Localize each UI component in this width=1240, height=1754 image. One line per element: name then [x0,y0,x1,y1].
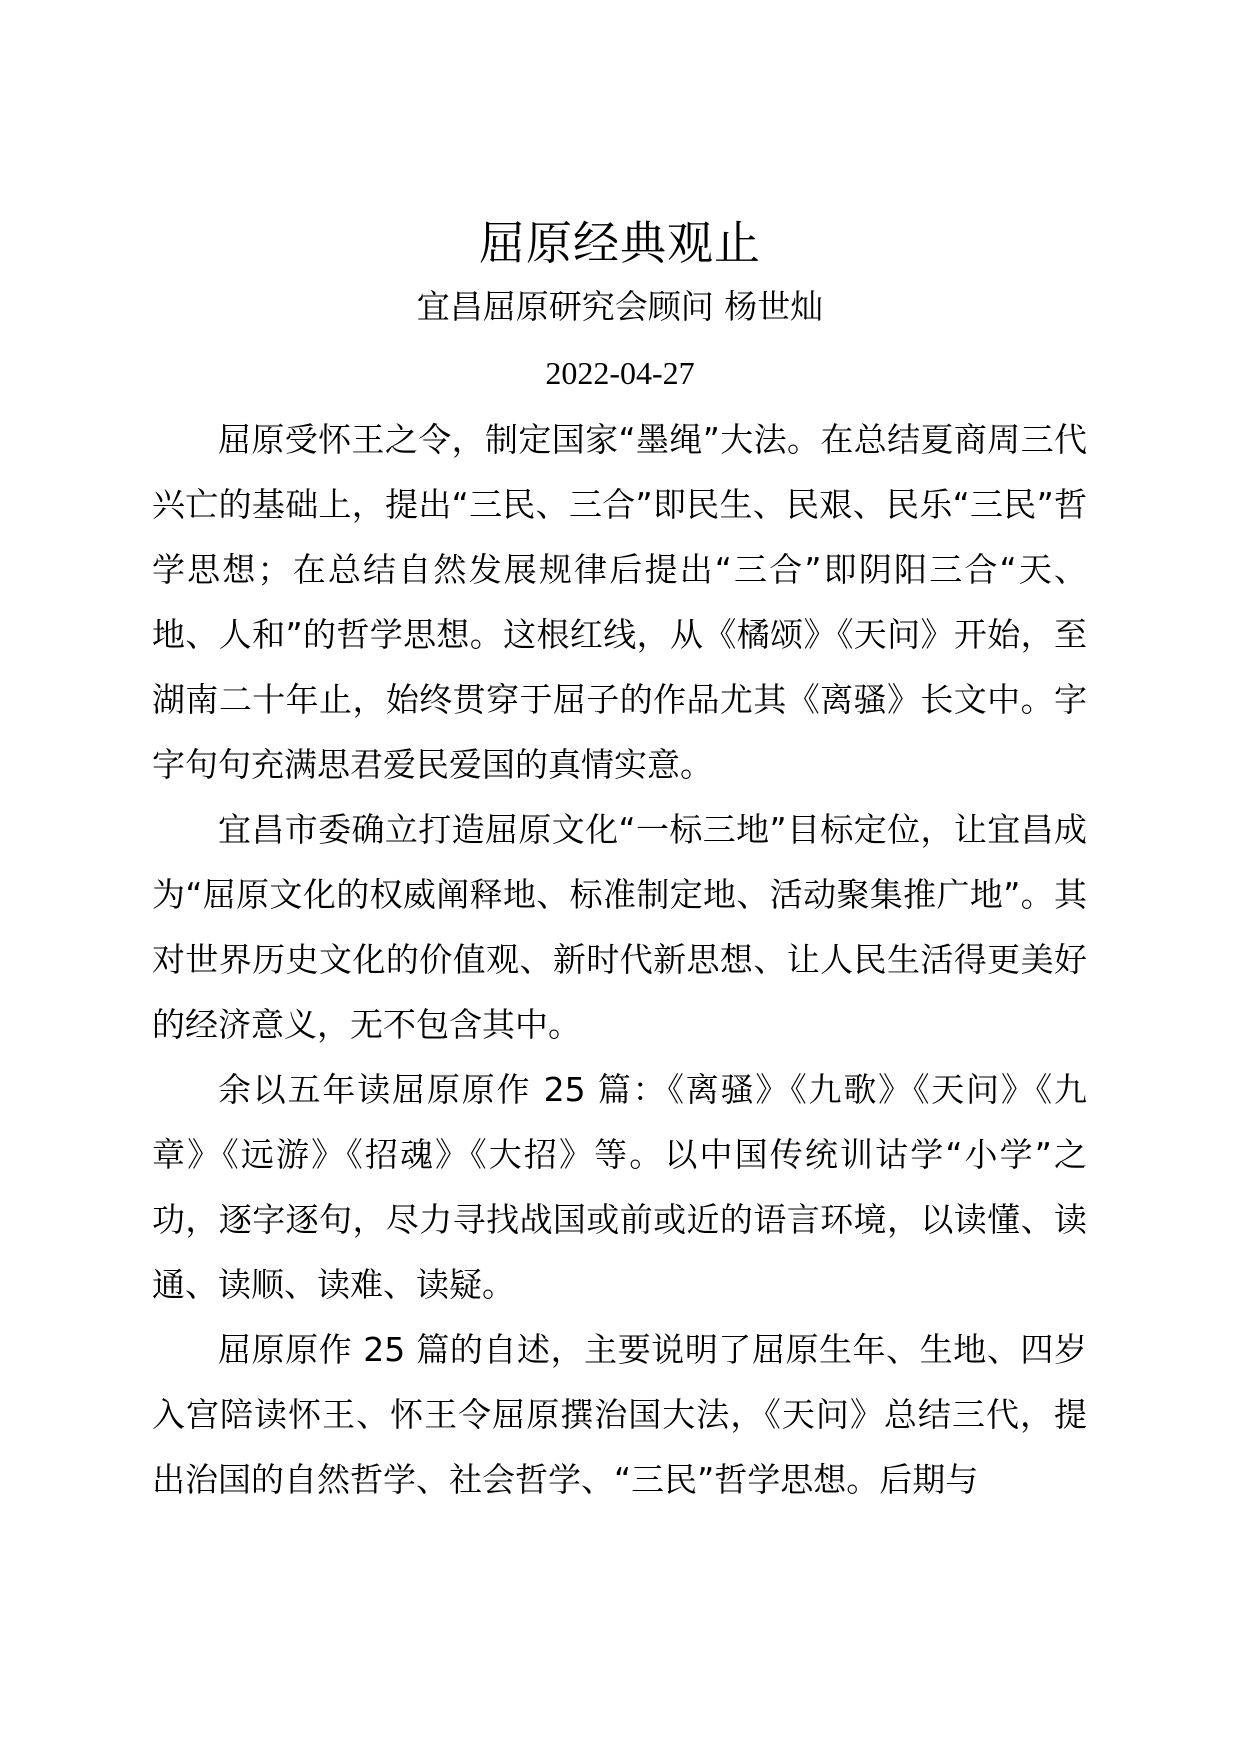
paragraph-1: 屈原受怀王之令，制定国家“墨绳”大法。在总结夏商周三代兴亡的基础上，提出“三民、三合”即民生、民艰、民乐“三民”哲学思想；在总结自然发展规律后提出“三合”即阴阳三合“天、地、人和”的哲学思想。这根红线，从《橘颂》《天问》开始，至湖南二十年止，始终贯穿于屈子的作品尤其《离骚》长文中。字字句句充满思君爱民爱国的真情实意。 [152,420,1087,784]
document-title: 屈原经典观止 [479,216,761,270]
paragraph-3: 余以五年读屈原原作 25 篇：《离骚》《九歌》《天问》《九章》《远游》《招魂》《大招》等。以中国传统训诂学“小学”之功，逐字逐句，尽力寻找战国或前或近的语言环境，以读懂、读通、读顺、读难、读疑。 [152,1070,1087,1304]
document-date: 2022-04-27 [545,355,695,391]
document-body [152,407,1087,1512]
paragraph-2: 宜昌市委确立打造屈原文化“一标三地”目标定位，让宜昌成为“屈原文化的权威阐释地、标准制定地、活动聚集推广地”。其对世界历史文化的价值观、新时代新思想、让人民生活得更美好的经济意义，无不包含其中。 [152,810,1087,1044]
paragraph-4: 屈原原作 25 篇的自述，主要说明了屈原生年、生地、四岁入宫陪读怀王、怀王令屈原撰治国大法，《天问》总结三代，提出治国的自然哲学、社会哲学、“三民”哲学思想。后期与 [152,1330,1087,1499]
document-author: 宜昌屈原研究会顾问 杨世灿 [416,287,824,326]
